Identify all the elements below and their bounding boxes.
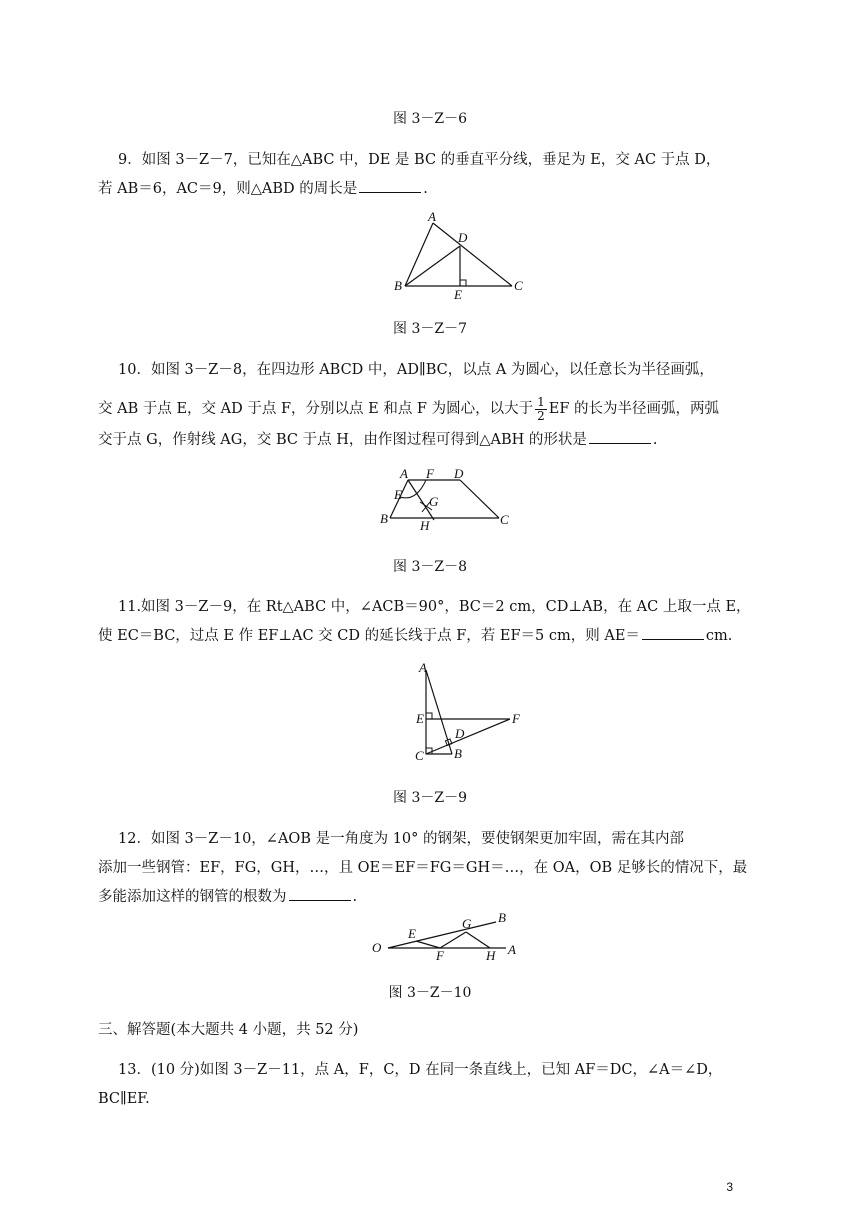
figure-3-z-8 bbox=[374, 466, 524, 536]
figure-caption-9: 图 3－Z－9 bbox=[393, 790, 467, 806]
q9-line-1: 9．如图 3－Z－7，已知在△ABC 中，DE 是 BC 的垂直平分线，垂足为 E，交 AC 于点 D， bbox=[118, 152, 721, 168]
q10-line-3-end: . bbox=[652, 432, 658, 448]
q10-line-3-text: 交于点 G，作射线 AG，交 BC 于点 H，由作图过程可得到△ABH 的形状是 bbox=[98, 432, 587, 448]
segment-dc bbox=[460, 480, 499, 518]
right-angle-mark bbox=[460, 280, 466, 286]
q10-line-1: 10．如图 3－Z－8，在四边形 ABCD 中，AD∥BC，以点 A 为圆心，以任意长为半径画弧， bbox=[118, 362, 714, 378]
question-11 bbox=[98, 593, 751, 651]
q10-line-2-end: EF 的长为半径画弧，两弧 bbox=[548, 401, 720, 417]
figure-caption-6: 图 3－Z－6 bbox=[393, 111, 467, 127]
q9-line-2-text: 若 AB＝6，AC＝9，则△ABD 的周长是 bbox=[98, 181, 358, 197]
q12-line-2: 添加一些钢管：EF，FG，GH，…，且 OE＝EF＝FG＝GH＝…，在 OA，OB 足够长的情况下，最 bbox=[98, 860, 748, 876]
segment-ab bbox=[426, 670, 452, 754]
figure-3-z-9 bbox=[410, 660, 540, 768]
label-f: F bbox=[436, 948, 444, 963]
q10-line-2-text: 交 AB 于点 E，交 AD 于点 F，分别以点 E 和点 F 为圆心，以大于 bbox=[98, 401, 534, 417]
question-9 bbox=[98, 146, 738, 204]
q10-line-2 bbox=[98, 395, 738, 424]
label-b: B bbox=[454, 746, 462, 761]
label-e: E bbox=[454, 287, 462, 302]
q13-line-2: BC∥EF. bbox=[98, 1091, 150, 1107]
fraction-numerator: 1 bbox=[537, 394, 545, 409]
q11-line-1: 11.如图 3－Z－9，在 Rt△ABC 中，∠ACB＝90°，BC＝2 cm，CD⊥AB，在 AC 上取一点 E， bbox=[118, 599, 751, 615]
label-o: O bbox=[372, 940, 382, 955]
label-d: D bbox=[458, 230, 468, 245]
label-h: H bbox=[486, 948, 496, 963]
label-e: E bbox=[394, 487, 402, 502]
question-13 bbox=[98, 1056, 738, 1114]
label-g: G bbox=[429, 494, 439, 509]
figure-3-z-7 bbox=[390, 208, 530, 303]
q9-line-2 bbox=[98, 175, 738, 204]
question-12 bbox=[98, 825, 748, 912]
figure-caption-8: 图 3－Z－8 bbox=[393, 559, 467, 575]
answer-blank bbox=[289, 886, 351, 901]
section-heading: 三、解答题(本大题共 4 小题，共 52 分) bbox=[98, 1022, 359, 1038]
q9-line-2-end: . bbox=[423, 181, 428, 197]
label-b: B bbox=[380, 511, 388, 526]
label-c: C bbox=[415, 748, 424, 763]
segment-ac bbox=[433, 223, 512, 286]
segment-gh bbox=[466, 932, 490, 948]
label-f: F bbox=[512, 711, 520, 726]
ray-ob bbox=[388, 922, 496, 948]
q11-line-2-end: cm. bbox=[705, 628, 733, 644]
label-a: A bbox=[419, 660, 427, 675]
q12-line-1: 12．如图 3－Z－10，∠AOB 是一角度为 10° 的钢架，要使钢架更加牢固，需在其内部 bbox=[118, 831, 684, 847]
label-c: C bbox=[514, 278, 523, 293]
label-c: C bbox=[500, 512, 509, 527]
page-number: 3 bbox=[726, 1180, 733, 1194]
label-f: F bbox=[426, 466, 434, 481]
label-a: A bbox=[508, 942, 516, 957]
label-b: B bbox=[498, 910, 506, 925]
label-a: A bbox=[428, 209, 436, 224]
fraction-denominator: 2 bbox=[537, 408, 545, 423]
answer-blank bbox=[359, 178, 421, 193]
q12-line-3-text: 多能添加这样的钢管的根数为 bbox=[98, 889, 287, 905]
question-10 bbox=[98, 356, 738, 455]
segment-ef bbox=[416, 941, 440, 948]
figure-3-z-10 bbox=[368, 908, 528, 966]
label-d: D bbox=[455, 726, 465, 741]
q10-line-3 bbox=[98, 426, 738, 455]
label-a: A bbox=[400, 466, 408, 481]
label-e: E bbox=[408, 926, 416, 941]
figure-caption-10: 图 3－Z－10 bbox=[388, 985, 472, 1001]
fraction-one-half bbox=[535, 396, 547, 423]
q13-line-1: 13．(10 分)如图 3－Z－11，点 A，F，C，D 在同一条直线上，已知 AF＝DC，∠A＝∠D， bbox=[118, 1062, 723, 1078]
figure-caption-7: 图 3－Z－7 bbox=[393, 321, 467, 337]
right-angle-mark-e bbox=[426, 713, 432, 719]
answer-blank bbox=[642, 625, 704, 640]
label-g: G bbox=[462, 916, 472, 931]
label-d: D bbox=[454, 466, 464, 481]
q11-line-2-text: 使 EC＝BC，过点 E 作 EF⊥AC 交 CD 的延长线于点 F，若 EF＝5 cm，则 AE＝ bbox=[98, 628, 640, 644]
answer-blank bbox=[589, 429, 651, 444]
q11-line-2 bbox=[98, 622, 738, 651]
label-b: B bbox=[394, 278, 402, 293]
label-h: H bbox=[420, 518, 430, 533]
segment-cf bbox=[426, 719, 510, 754]
label-e: E bbox=[416, 711, 424, 726]
q12-line-3-end: . bbox=[352, 889, 358, 905]
